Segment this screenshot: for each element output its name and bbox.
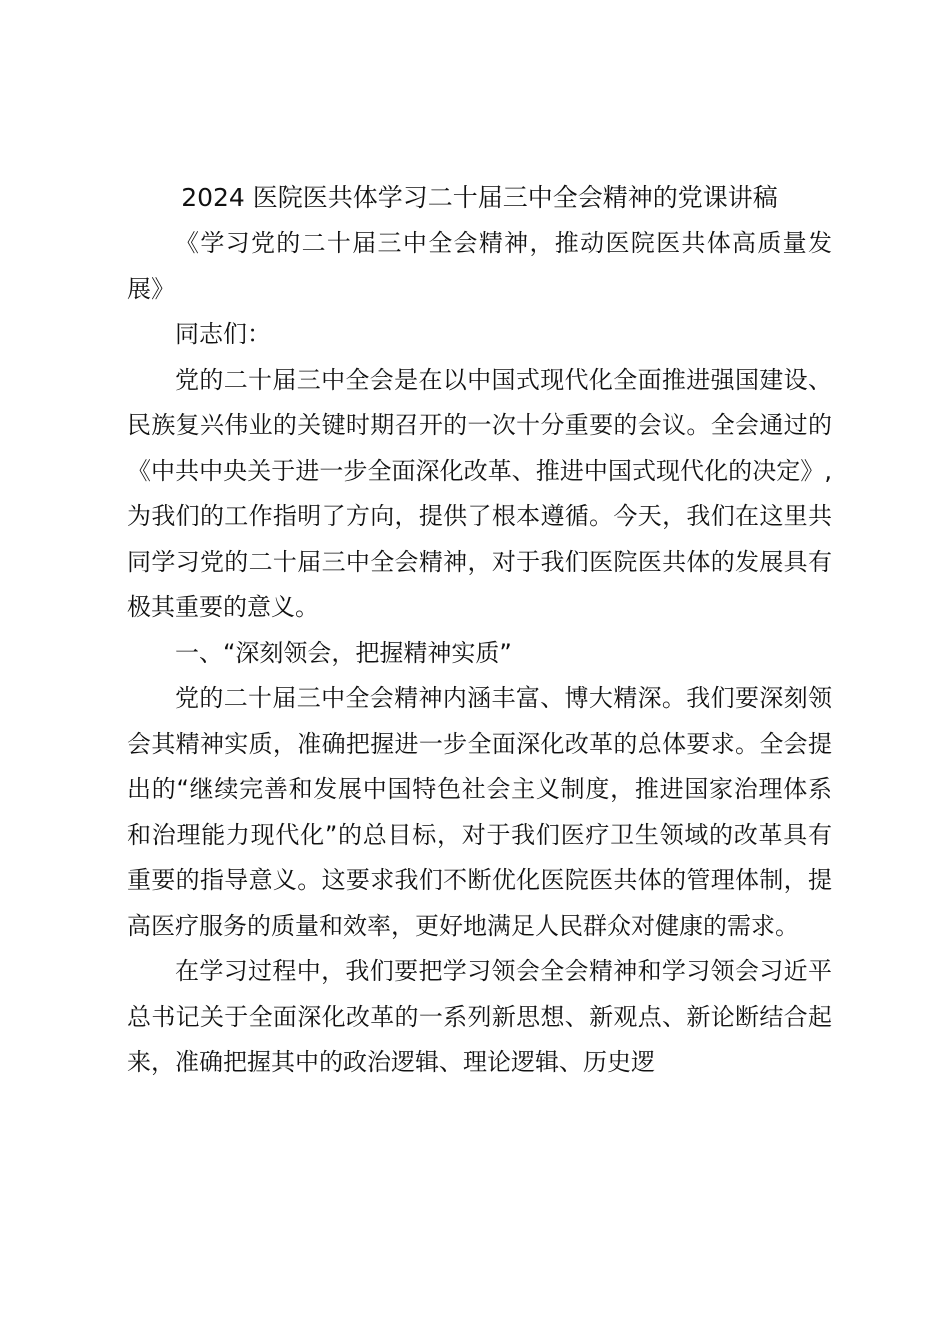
document-title: 2024 医院医共体学习二十届三中全会精神的党课讲稿 <box>181 183 778 212</box>
section-heading-1: 一、“深刻领会，把握精神实质” <box>175 638 512 667</box>
paragraph-section-1: 党的二十届三中全会精神内涵丰富、博大精深。我们要深刻领会其精神实质，准确把握进一步全面深化改革的总体要求。全会提出的“继续完善和发展中国特色社会主义制度，推进国家治理体系和治理能力现代化”的总目标，对于我们医疗卫生领域的改革具有重要的指导意义。这要求我们不断优化医院医共体的管理体制，提高医疗服务的质量和效率，更好地满足人民群众对健康的需求。 <box>127 684 832 940</box>
greeting: 同志们： <box>175 320 271 348</box>
document-subtitle: 《学习党的二十届三中全会精神，推动医院医共体高质量发展》 <box>127 229 832 303</box>
paragraph-study: 在学习过程中，我们要把学习领会全会精神和学习领会习近平总书记关于全面深化改革的一系列新思想、新观点、新论断结合起来，准确把握其中的政治逻辑、理论逻辑、历史逻 <box>127 957 832 1076</box>
document-body <box>127 175 832 1086</box>
paragraph-intro: 党的二十届三中全会是在以中国式现代化全面推进强国建设、民族复兴伟业的关键时期召开的一次十分重要的会议。全会通过的《中共中央关于进一步全面深化改革、推进中国式现代化的决定》,为我们的工作指明了方向，提供了根本遵循。今天，我们在这里共同学习党的二十届三中全会精神，对于我们医院医共体的发展具有极其重要的意义。 <box>127 365 832 621</box>
